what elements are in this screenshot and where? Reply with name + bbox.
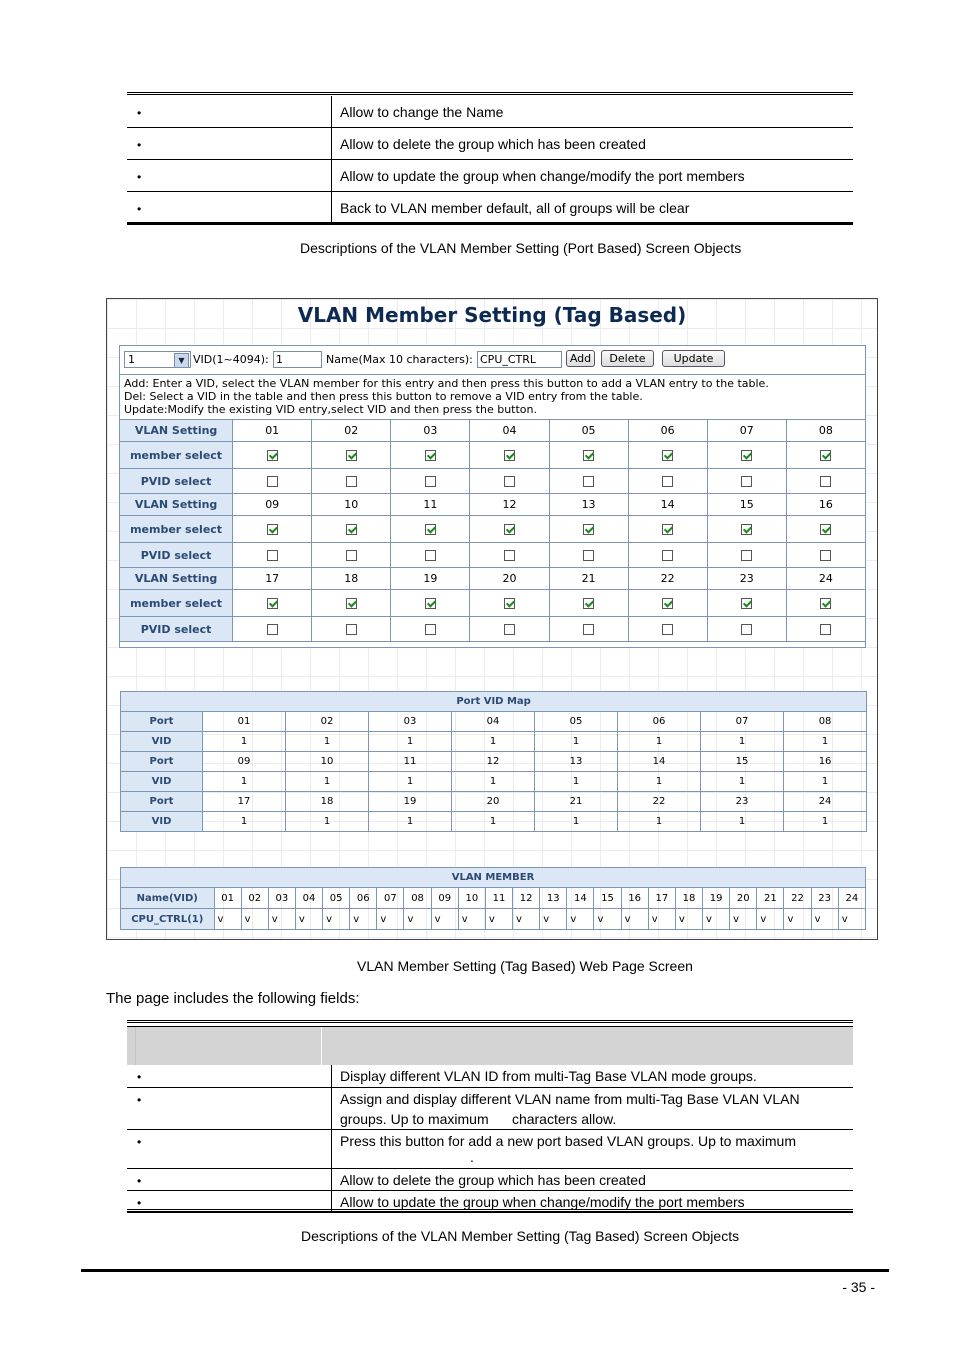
port-number: 22 bbox=[618, 792, 701, 812]
vlan-setting-row bbox=[120, 568, 866, 590]
member-select-label: member select bbox=[120, 442, 233, 469]
port-number: 16 bbox=[784, 752, 867, 772]
port-number: 02 bbox=[286, 712, 369, 732]
pvid-checkbox[interactable] bbox=[820, 476, 831, 487]
vid-value: 1 bbox=[203, 732, 286, 752]
vid-row bbox=[121, 772, 867, 792]
member-checkbox[interactable] bbox=[267, 450, 278, 461]
member-checkbox[interactable] bbox=[346, 524, 357, 535]
port-number: 05 bbox=[323, 888, 350, 909]
member-checkbox[interactable] bbox=[504, 450, 515, 461]
port-number: 20 bbox=[452, 792, 535, 812]
port-number: 15 bbox=[594, 888, 621, 909]
pvid-checkbox[interactable] bbox=[662, 476, 673, 487]
help-text bbox=[124, 377, 769, 416]
pvid-checkbox[interactable] bbox=[583, 476, 594, 487]
port-number: 13 bbox=[549, 494, 628, 516]
member-select-row bbox=[120, 590, 866, 617]
vlan-setting-row bbox=[120, 420, 866, 442]
intro-text: The page includes the following fields: bbox=[106, 990, 360, 1007]
port-number: 18 bbox=[286, 792, 369, 812]
member-checkbox[interactable] bbox=[346, 598, 357, 609]
port-number: 11 bbox=[391, 494, 470, 516]
member-flag: v bbox=[838, 909, 865, 930]
port-number: 06 bbox=[618, 712, 701, 732]
fields-table bbox=[127, 1065, 853, 1213]
table-row bbox=[127, 160, 853, 192]
vid-value: 1 bbox=[286, 772, 369, 792]
pvid-select-row bbox=[120, 543, 866, 568]
page-title: VLAN Member Setting (Tag Based) bbox=[297, 303, 687, 327]
member-flag: v bbox=[594, 909, 621, 930]
port-number: 02 bbox=[312, 420, 391, 442]
member-flag: v bbox=[811, 909, 838, 930]
port-number: 23 bbox=[707, 568, 786, 590]
port-number: 08 bbox=[784, 712, 867, 732]
vid-value: 1 bbox=[784, 732, 867, 752]
vid-value: 1 bbox=[701, 772, 784, 792]
fields-table-header bbox=[127, 1026, 853, 1065]
table-row bbox=[127, 192, 853, 224]
help-add: Add: Enter a VID, select the VLAN member for this entry and then press this button to add a VLAN entry to the table. bbox=[124, 377, 769, 390]
port-number: 04 bbox=[452, 712, 535, 732]
pvid-checkbox[interactable] bbox=[662, 624, 673, 635]
port-number: 12 bbox=[452, 752, 535, 772]
port-number: 16 bbox=[621, 888, 648, 909]
pvid-select-label: PVID select bbox=[120, 617, 233, 642]
pvid-checkbox[interactable] bbox=[583, 550, 594, 561]
pvid-checkbox[interactable] bbox=[425, 624, 436, 635]
member-checkbox[interactable] bbox=[741, 450, 752, 461]
bullet: • bbox=[137, 169, 142, 184]
port-number: 09 bbox=[203, 752, 286, 772]
pvid-checkbox[interactable] bbox=[267, 476, 278, 487]
pvid-select-row bbox=[120, 469, 866, 494]
bullet: • bbox=[137, 137, 142, 152]
port-number: 13 bbox=[535, 752, 618, 772]
bullet: • bbox=[137, 1134, 142, 1149]
member-flag: v bbox=[323, 909, 350, 930]
port-number: 12 bbox=[470, 494, 549, 516]
member-flag: v bbox=[513, 909, 540, 930]
port-number: 14 bbox=[567, 888, 594, 909]
bullet: • bbox=[137, 1070, 142, 1084]
pvid-checkbox[interactable] bbox=[741, 550, 752, 561]
port-number: 03 bbox=[369, 712, 452, 732]
table-row bbox=[127, 1065, 853, 1087]
vid-value: 1 bbox=[369, 812, 452, 832]
vid-label: VID bbox=[121, 772, 203, 792]
member-checkbox[interactable] bbox=[504, 598, 515, 609]
port-number: 17 bbox=[203, 792, 286, 812]
port-number: 11 bbox=[485, 888, 512, 909]
member-flag: v bbox=[350, 909, 377, 930]
vid-value: 1 bbox=[203, 772, 286, 792]
pvid-checkbox[interactable] bbox=[346, 624, 357, 635]
port-number: 21 bbox=[549, 568, 628, 590]
pvid-select-label: PVID select bbox=[120, 469, 233, 494]
port-number: 11 bbox=[369, 752, 452, 772]
vid-value: 1 bbox=[369, 772, 452, 792]
pvid-checkbox[interactable] bbox=[267, 550, 278, 561]
port-number: 01 bbox=[203, 712, 286, 732]
port-number: 03 bbox=[391, 420, 470, 442]
member-flag: v bbox=[540, 909, 567, 930]
vid-value: 1 bbox=[286, 732, 369, 752]
port-number: 19 bbox=[369, 792, 452, 812]
member-checkbox[interactable] bbox=[741, 524, 752, 535]
port-number: 01 bbox=[233, 420, 312, 442]
member-flag: v bbox=[703, 909, 730, 930]
member-flag: v bbox=[784, 909, 811, 930]
vid-value: 1 bbox=[452, 812, 535, 832]
top-description-table bbox=[127, 96, 853, 224]
port-vid-map-table bbox=[120, 691, 867, 832]
member-checkbox[interactable] bbox=[820, 598, 831, 609]
vid-value: 1 bbox=[784, 772, 867, 792]
bullet: • bbox=[137, 201, 142, 216]
port-number: 24 bbox=[838, 888, 865, 909]
vlan-setting-table bbox=[119, 419, 866, 642]
port-number: 13 bbox=[540, 888, 567, 909]
vid-value: 1 bbox=[535, 732, 618, 752]
member-flag: v bbox=[458, 909, 485, 930]
port-number: 16 bbox=[786, 494, 865, 516]
port-number: 06 bbox=[628, 420, 707, 442]
member-checkbox[interactable] bbox=[425, 598, 436, 609]
pvid-checkbox[interactable] bbox=[425, 550, 436, 561]
member-checkbox[interactable] bbox=[820, 450, 831, 461]
port-row bbox=[121, 712, 867, 732]
vlan-member-header-row bbox=[121, 888, 866, 909]
vid-row bbox=[121, 812, 867, 832]
update-button[interactable]: Update bbox=[662, 350, 725, 367]
member-select-row bbox=[120, 442, 866, 469]
port-number: 04 bbox=[470, 420, 549, 442]
vlan-setting-row bbox=[120, 494, 866, 516]
control-row bbox=[120, 346, 865, 375]
add-button[interactable]: Add bbox=[566, 350, 595, 367]
port-number: 14 bbox=[618, 752, 701, 772]
member-flag: v bbox=[675, 909, 702, 930]
page-number: - 35 - bbox=[842, 1279, 875, 1295]
member-checkbox[interactable] bbox=[820, 524, 831, 535]
pvid-checkbox[interactable] bbox=[346, 550, 357, 561]
member-checkbox[interactable] bbox=[662, 450, 673, 461]
port-label: Port bbox=[121, 792, 203, 812]
vid-value: 1 bbox=[452, 732, 535, 752]
port-label: Port bbox=[121, 752, 203, 772]
vlan-member-row bbox=[121, 909, 866, 930]
vid-value: 1 bbox=[618, 732, 701, 752]
row-description: Allow to change the Name bbox=[332, 96, 854, 128]
vlan-member-table bbox=[120, 867, 866, 930]
port-row bbox=[121, 752, 867, 772]
vid-label: VID bbox=[121, 812, 203, 832]
member-checkbox[interactable] bbox=[583, 450, 594, 461]
port-number: 23 bbox=[811, 888, 838, 909]
port-number: 06 bbox=[350, 888, 377, 909]
port-number: 15 bbox=[707, 494, 786, 516]
vid-value: 1 bbox=[784, 812, 867, 832]
port-number: 07 bbox=[707, 420, 786, 442]
pvid-checkbox[interactable] bbox=[425, 476, 436, 487]
port-number: 07 bbox=[377, 888, 404, 909]
vlan-member-title: VLAN MEMBER bbox=[121, 868, 866, 888]
vid-value: 1 bbox=[286, 812, 369, 832]
pvid-checkbox[interactable] bbox=[741, 624, 752, 635]
port-number: 12 bbox=[513, 888, 540, 909]
port-number: 04 bbox=[295, 888, 322, 909]
vlan-name[interactable]: CPU_CTRL(1) bbox=[121, 909, 215, 930]
bullet: • bbox=[137, 1195, 142, 1210]
member-flag: v bbox=[214, 909, 241, 930]
port-number: 21 bbox=[757, 888, 784, 909]
port-number: 20 bbox=[730, 888, 757, 909]
port-number: 10 bbox=[286, 752, 369, 772]
delete-button[interactable]: Delete bbox=[601, 350, 654, 367]
pvid-select-label: PVID select bbox=[120, 543, 233, 568]
vid-label: VID(1~4094): bbox=[193, 353, 269, 366]
port-number: 23 bbox=[701, 792, 784, 812]
top-table-caption: Descriptions of the VLAN Member Setting (Port Based) Screen Objects bbox=[300, 240, 742, 256]
member-select-row bbox=[120, 516, 866, 543]
port-number: 09 bbox=[233, 494, 312, 516]
member-checkbox[interactable] bbox=[741, 598, 752, 609]
row-description-line2: groups. Up to maximum characters allow. bbox=[340, 1110, 617, 1127]
fields-table-bottom-rule bbox=[127, 1209, 853, 1212]
screen-caption: VLAN Member Setting (Tag Based) Web Page Screen bbox=[357, 958, 693, 974]
port-number: 02 bbox=[241, 888, 268, 909]
port-number: 21 bbox=[535, 792, 618, 812]
member-flag: v bbox=[621, 909, 648, 930]
bullet: • bbox=[137, 1092, 142, 1107]
port-number: 05 bbox=[549, 420, 628, 442]
port-number: 17 bbox=[233, 568, 312, 590]
member-flag: v bbox=[404, 909, 431, 930]
port-number: 01 bbox=[214, 888, 241, 909]
member-checkbox[interactable] bbox=[346, 450, 357, 461]
port-number: 15 bbox=[701, 752, 784, 772]
pvid-checkbox[interactable] bbox=[504, 624, 515, 635]
port-number: 20 bbox=[470, 568, 549, 590]
port-label: Port bbox=[121, 712, 203, 732]
vlan-select-value: 1 bbox=[128, 353, 135, 366]
table-row bbox=[127, 1129, 853, 1168]
pvid-select-row bbox=[120, 617, 866, 642]
pvid-checkbox[interactable] bbox=[504, 476, 515, 487]
help-delete: Del: Select a VID in the table and then press this button to remove a VID entry from the table. bbox=[124, 390, 643, 403]
vid-value: 1 bbox=[618, 772, 701, 792]
member-checkbox[interactable] bbox=[662, 598, 673, 609]
row-description: Display different VLAN ID from multi-Tag Base VLAN mode groups. bbox=[332, 1065, 854, 1087]
chevron-down-icon[interactable]: ▼ bbox=[174, 353, 189, 368]
vlan-setting-label: VLAN Setting bbox=[120, 568, 233, 590]
member-flag: v bbox=[757, 909, 784, 930]
row-description bbox=[332, 1087, 854, 1129]
pvid-checkbox[interactable] bbox=[504, 550, 515, 561]
row-description bbox=[332, 1129, 854, 1168]
pvid-checkbox[interactable] bbox=[583, 624, 594, 635]
port-number: 24 bbox=[784, 792, 867, 812]
member-checkbox[interactable] bbox=[425, 450, 436, 461]
member-select-label: member select bbox=[120, 516, 233, 543]
port-number: 19 bbox=[703, 888, 730, 909]
vid-row bbox=[121, 732, 867, 752]
table-row bbox=[127, 96, 853, 128]
port-number: 03 bbox=[268, 888, 295, 909]
vid-value: 1 bbox=[535, 772, 618, 792]
vid-input[interactable]: 1 bbox=[273, 351, 322, 368]
port-number: 10 bbox=[458, 888, 485, 909]
row-description-line2: . bbox=[470, 1148, 474, 1165]
port-number: 07 bbox=[701, 712, 784, 732]
top-table-bottom-rule bbox=[127, 222, 853, 225]
pvid-checkbox[interactable] bbox=[267, 624, 278, 635]
name-label: Name(Max 10 characters): bbox=[326, 353, 473, 366]
name-vid-header: Name(VID) bbox=[121, 888, 215, 909]
row-description-line1: Press this button for add a new port based VLAN groups. Up to maximum bbox=[340, 1132, 797, 1149]
member-flag: v bbox=[648, 909, 675, 930]
port-number: 05 bbox=[535, 712, 618, 732]
port-number: 24 bbox=[786, 568, 865, 590]
member-flag: v bbox=[431, 909, 458, 930]
vid-value: 1 bbox=[701, 732, 784, 752]
vlan-setting-label: VLAN Setting bbox=[120, 420, 233, 442]
member-flag: v bbox=[268, 909, 295, 930]
vid-label: VID bbox=[121, 732, 203, 752]
port-number: 09 bbox=[431, 888, 458, 909]
vid-value: 1 bbox=[701, 812, 784, 832]
vlan-select[interactable] bbox=[124, 351, 191, 368]
port-number: 18 bbox=[312, 568, 391, 590]
port-number: 18 bbox=[675, 888, 702, 909]
port-number: 08 bbox=[786, 420, 865, 442]
top-table-rule bbox=[127, 92, 853, 95]
member-checkbox[interactable] bbox=[583, 524, 594, 535]
fields-table-rule bbox=[127, 1020, 853, 1023]
member-checkbox[interactable] bbox=[267, 524, 278, 535]
member-checkbox[interactable] bbox=[425, 524, 436, 535]
pvid-checkbox[interactable] bbox=[820, 550, 831, 561]
pvid-checkbox[interactable] bbox=[662, 550, 673, 561]
vid-value: 1 bbox=[535, 812, 618, 832]
row-description: Allow to delete the group which has been created bbox=[332, 1168, 854, 1190]
member-flag: v bbox=[567, 909, 594, 930]
member-checkbox[interactable] bbox=[267, 598, 278, 609]
row-description: Allow to update the group when change/modify the port members bbox=[332, 1190, 854, 1212]
footer-rule bbox=[81, 1269, 889, 1272]
port-number: 22 bbox=[628, 568, 707, 590]
row-description: Allow to update the group when change/modify the port members bbox=[332, 160, 854, 192]
pvid-checkbox[interactable] bbox=[820, 624, 831, 635]
vid-value: 1 bbox=[369, 732, 452, 752]
port-vid-map-title: Port VID Map bbox=[121, 692, 867, 712]
row-description-line1: Assign and display different VLAN name from multi-Tag Base VLAN VLAN bbox=[340, 1090, 800, 1107]
member-checkbox[interactable] bbox=[662, 524, 673, 535]
pvid-checkbox[interactable] bbox=[741, 476, 752, 487]
port-number: 08 bbox=[404, 888, 431, 909]
port-row bbox=[121, 792, 867, 812]
fields-table-caption: Descriptions of the VLAN Member Setting (Tag Based) Screen Objects bbox=[301, 1228, 740, 1244]
table-row bbox=[127, 1168, 853, 1190]
bullet: • bbox=[137, 105, 142, 120]
help-update: Update:Modify the existing VID entry,select VID and then press the button. bbox=[124, 403, 537, 416]
member-flag: v bbox=[295, 909, 322, 930]
member-checkbox[interactable] bbox=[583, 598, 594, 609]
member-checkbox[interactable] bbox=[504, 524, 515, 535]
port-number: 22 bbox=[784, 888, 811, 909]
table-row bbox=[127, 128, 853, 160]
port-number: 10 bbox=[312, 494, 391, 516]
port-number: 19 bbox=[391, 568, 470, 590]
member-flag: v bbox=[241, 909, 268, 930]
vid-value: 1 bbox=[203, 812, 286, 832]
table-row bbox=[127, 1087, 853, 1129]
bullet: • bbox=[137, 1173, 142, 1188]
vlan-setting-label: VLAN Setting bbox=[120, 494, 233, 516]
member-flag: v bbox=[485, 909, 512, 930]
port-number: 14 bbox=[628, 494, 707, 516]
member-select-label: member select bbox=[120, 590, 233, 617]
name-input[interactable]: CPU_CTRL bbox=[477, 351, 562, 368]
vid-value: 1 bbox=[618, 812, 701, 832]
vid-value: 1 bbox=[452, 772, 535, 792]
member-flag: v bbox=[730, 909, 757, 930]
row-description: Allow to delete the group which has been created bbox=[332, 128, 854, 160]
member-flag: v bbox=[377, 909, 404, 930]
row-description: Back to VLAN member default, all of groups will be clear bbox=[332, 192, 854, 224]
port-number: 17 bbox=[648, 888, 675, 909]
pvid-checkbox[interactable] bbox=[346, 476, 357, 487]
